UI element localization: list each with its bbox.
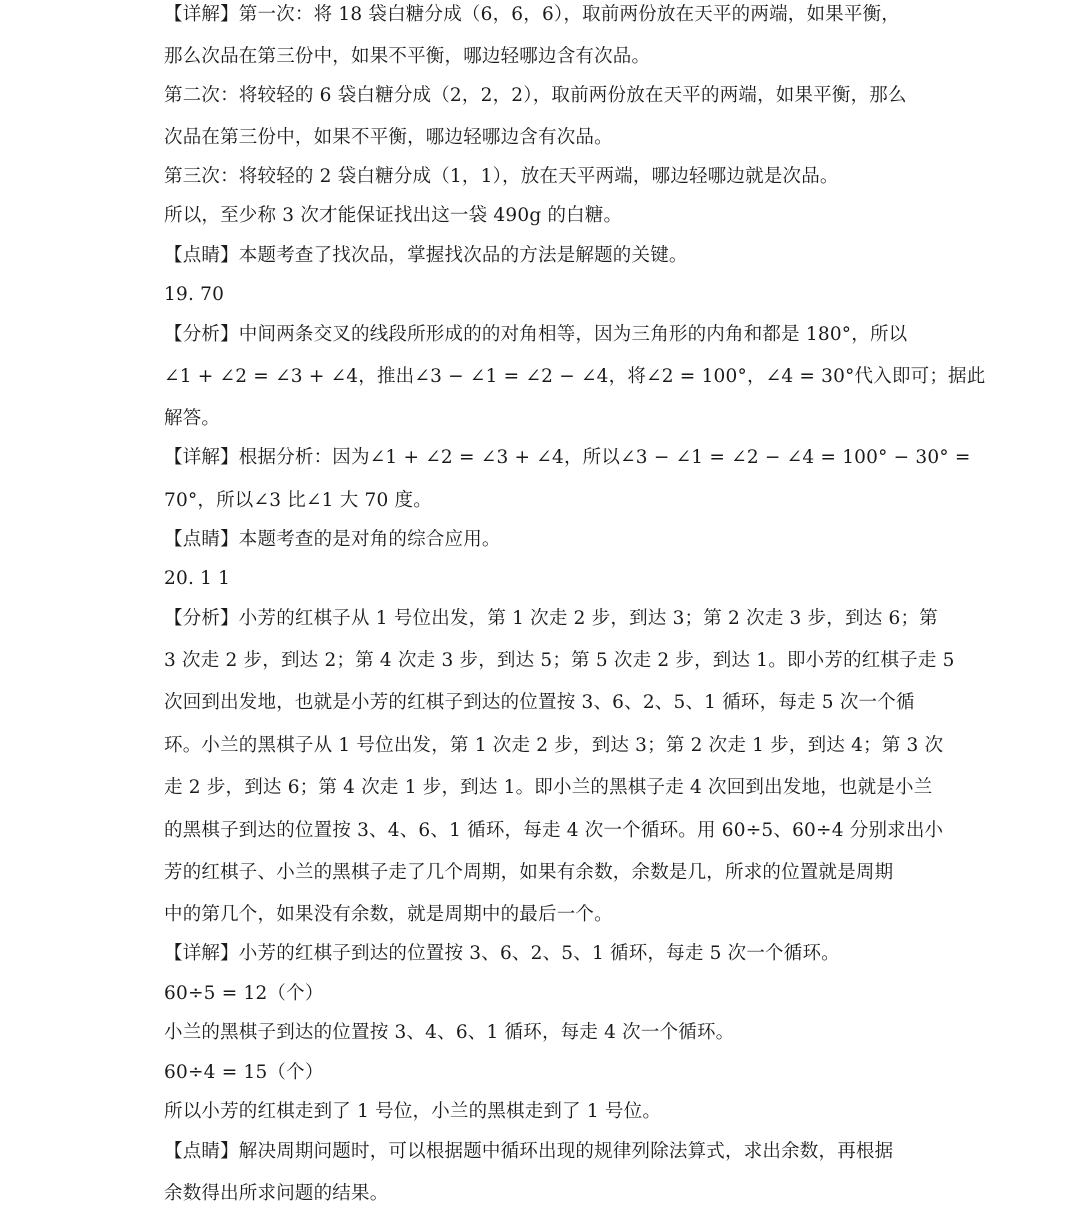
question-number: 19. 70	[164, 284, 225, 305]
text-line: 的黑棋子到达的位置按 3、4、6、1 循环，每走 4 次一个循环。用 60÷5、60÷4 分别求出小	[164, 820, 944, 841]
text-line: 3 次走 2 步，到达 2；第 4 次走 3 步，到达 5；第 5 次走 2 步，到达 1。即小芳的红棋子走 5	[164, 650, 955, 671]
text-line: 【点睛】本题考查了找次品，掌握找次品的方法是解题的关键。	[164, 245, 688, 266]
question-number: 20. 1 1	[164, 568, 231, 589]
text-line: 【详解】根据分析：因为∠1 + ∠2 = ∠3 + ∠4，所以∠3 − ∠1 = ∠2 − ∠4 = 100° − 30° =	[164, 447, 971, 468]
text-line: 【点睛】本题考查的是对角的综合应用。	[164, 529, 501, 550]
text-line: 【详解】第一次：将 18 袋白糖分成（6，6，6），取前两份放在天平的两端，如果平衡，	[164, 4, 900, 25]
text-line: 走 2 步，到达 6；第 4 次走 1 步，到达 1。即小兰的黑棋子走 4 次回到出发地，也就是小兰	[164, 777, 933, 798]
text-line: 【详解】小芳的红棋子到达的位置按 3、6、2、5、1 循环，每走 5 次一个循环。	[164, 943, 840, 964]
text-line: 那么次品在第三份中，如果不平衡，哪边轻哪边含有次品。	[164, 46, 651, 67]
text-line: 所以小芳的红棋走到了 1 号位，小兰的黑棋走到了 1 号位。	[164, 1101, 662, 1122]
text-line: ∠1 + ∠2 = ∠3 + ∠4，推出∠3 − ∠1 = ∠2 − ∠4，将∠2 = 100°，∠4 = 30°代入即可；据此	[164, 366, 986, 387]
text-line: 中的第几个，如果没有余数，就是周期中的最后一个。	[164, 904, 613, 925]
text-line: 【点睛】解决周期问题时，可以根据题中循环出现的规律列除法算式，求出余数，再根据	[164, 1141, 894, 1162]
text-line: 【分析】小芳的红棋子从 1 号位出发，第 1 次走 2 步，到达 3；第 2 次走 3 步，到达 6；第	[164, 608, 938, 629]
text-line: 第二次：将较轻的 6 袋白糖分成（2，2，2），取前两份放在天平的两端，如果平衡，那么	[164, 85, 907, 106]
text-line: 70°，所以∠3 比∠1 大 70 度。	[164, 490, 432, 511]
text-line: 解答。	[164, 408, 221, 429]
text-line: 余数得出所求问题的结果。	[164, 1183, 389, 1204]
text-line: 环。小兰的黑棋子从 1 号位出发，第 1 次走 2 步，到达 3；第 2 次走 1 步，到达 4；第 3 次	[164, 735, 944, 756]
text-line: 第三次：将较轻的 2 袋白糖分成（1，1），放在天平两端，哪边轻哪边就是次品。	[164, 166, 839, 187]
text-line: 60÷4 = 15（个）	[164, 1062, 324, 1083]
text-line: 小兰的黑棋子到达的位置按 3、4、6、1 循环，每走 4 次一个循环。	[164, 1022, 735, 1043]
text-line: 次回到出发地，也就是小芳的红棋子到达的位置按 3、6、2、5、1 循环，每走 5 次一个循	[164, 692, 915, 713]
text-line: 【分析】中间两条交叉的线段所形成的的对角相等，因为三角形的内角和都是 180°，所以	[164, 324, 908, 345]
text-line: 所以，至少称 3 次才能保证找出这一袋 490g 的白糖。	[164, 205, 623, 226]
text-line: 芳的红棋子、小兰的黑棋子走了几个周期，如果有余数，余数是几，所求的位置就是周期	[164, 862, 894, 883]
text-line: 60÷5 = 12（个）	[164, 983, 324, 1004]
text-line: 次品在第三份中，如果不平衡，哪边轻哪边含有次品。	[164, 127, 613, 148]
